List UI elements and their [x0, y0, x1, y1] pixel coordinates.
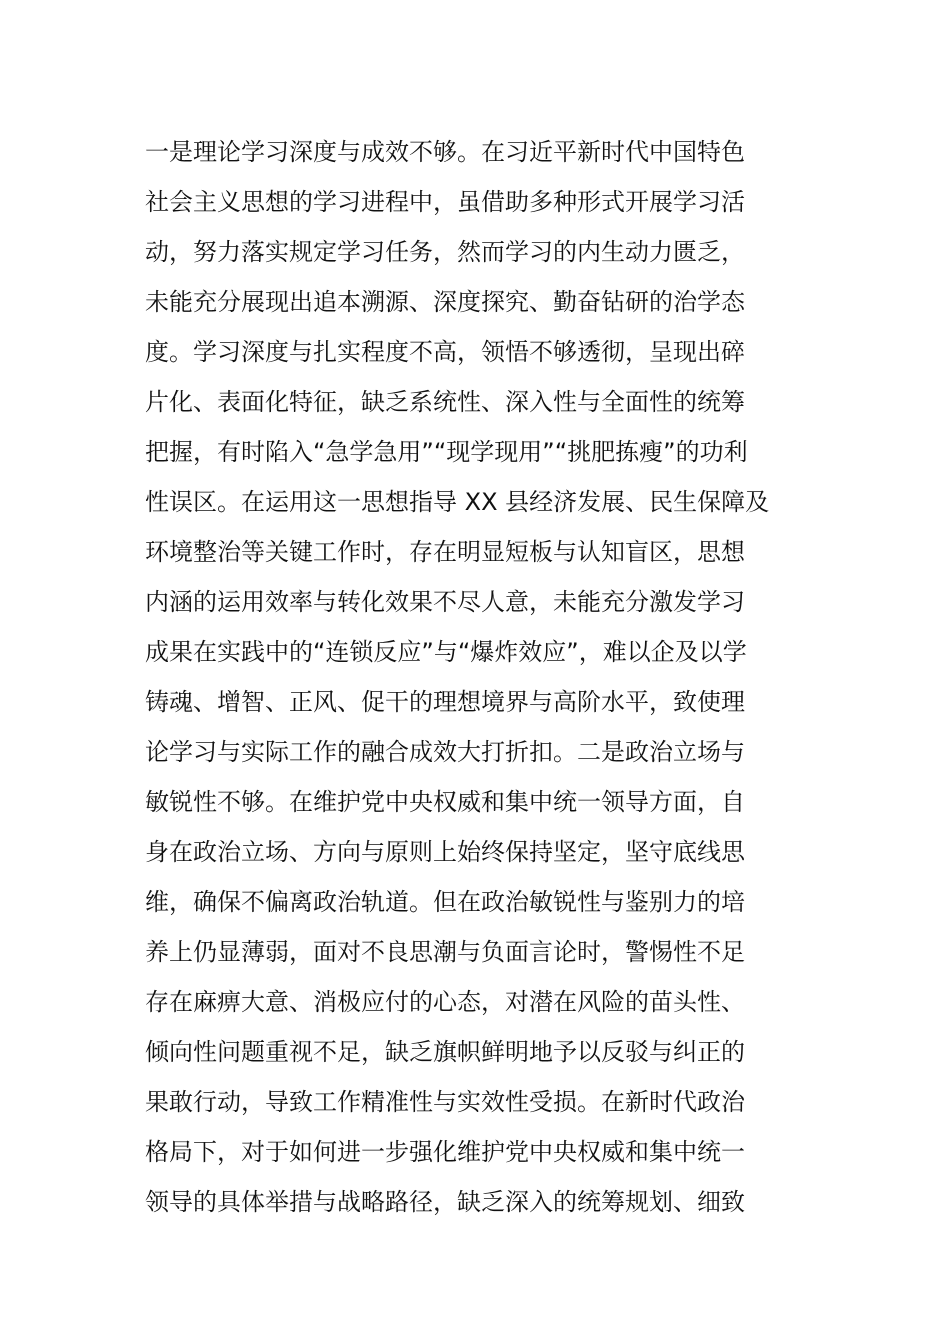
- text-line: 存在麻痹大意、消极应付的心态，对潜在风险的苗头性、: [145, 988, 745, 1016]
- text-line: 敏锐性不够。在维护党中央权威和集中统一领导方面，自: [145, 788, 745, 816]
- text-line: 领导的具体举措与战略路径，缺乏深入的统筹规划、细致: [145, 1188, 745, 1216]
- text-line: 把握，有时陷入“急学急用”“现学现用”“挑肥拣瘦”的功利: [145, 438, 748, 466]
- text-line: 一是理论学习深度与成效不够。在习近平新时代中国特色: [145, 138, 745, 166]
- text-line: 度。学习深度与扎实程度不高，领悟不够透彻，呈现出碎: [145, 338, 745, 366]
- text-line: 内涵的运用效率与转化效果不尽人意，未能充分激发学习: [145, 588, 745, 616]
- text-line: 未能充分展现出追本溯源、深度探究、勤奋钻研的治学态: [145, 288, 745, 316]
- text-line: 果敢行动，导致工作精准性与实效性受损。在新时代政治: [145, 1088, 745, 1116]
- text-line: 养上仍显薄弱，面对不良思潮与负面言论时，警惕性不足: [145, 938, 745, 966]
- text-line: 社会主义思想的学习进程中，虽借助多种形式开展学习活: [145, 188, 745, 216]
- text-line: 身在政治立场、方向与原则上始终保持坚定，坚守底线思: [145, 838, 745, 866]
- text-line: 片化、表面化特征，缺乏系统性、深入性与全面性的统筹: [145, 388, 745, 416]
- text-line: 维，确保不偏离政治轨道。但在政治敏锐性与鉴别力的培: [145, 888, 745, 916]
- text-line: 格局下，对于如何进一步强化维护党中央权威和集中统一: [145, 1138, 745, 1166]
- text-line: 论学习与实际工作的融合成效大打折扣。二是政治立场与: [145, 738, 745, 766]
- text-line: 倾向性问题重视不足，缺乏旗帜鲜明地予以反驳与纠正的: [145, 1038, 745, 1066]
- text-line: 动，努力落实规定学习任务，然而学习的内生动力匮乏，: [145, 238, 745, 266]
- text-line: 成果在实践中的“连锁反应”与“爆炸效应”，难以企及以学: [145, 638, 747, 666]
- text-line: 性误区。在运用这一思想指导 XX 县经济发展、民生保障及: [145, 488, 770, 516]
- text-line: 铸魂、增智、正风、促干的理想境界与高阶水平，致使理: [145, 688, 745, 716]
- body-text: [145, 127, 825, 1227]
- text-line: 环境整治等关键工作时，存在明显短板与认知盲区，思想: [145, 538, 745, 566]
